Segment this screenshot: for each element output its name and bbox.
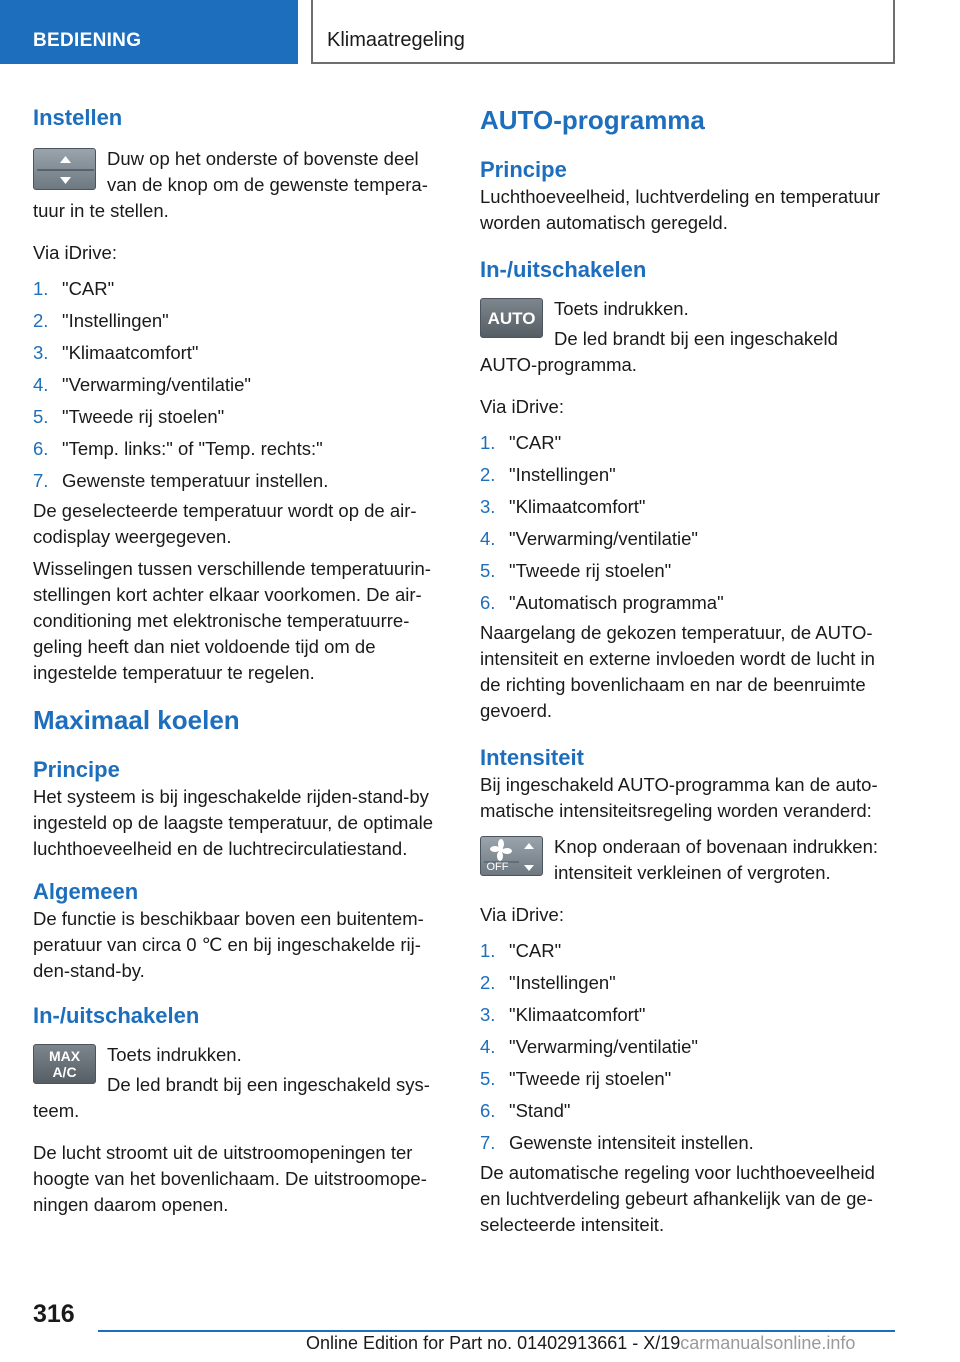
algemeen-heading: Algemeen xyxy=(33,879,139,904)
principe-heading: Principe xyxy=(33,757,120,782)
list-item: 1. "CAR" xyxy=(33,278,115,299)
intensiteit-heading: Intensiteit xyxy=(480,745,584,770)
via-idrive-label: Via iDrive: xyxy=(480,396,564,417)
temperature-rocker-icon xyxy=(33,148,96,190)
paragraph: De lucht stroomt uit de uitstroomopeningen ter hoogte van het bovenlichaam. De uitstroomope-ningen daarom openen. xyxy=(33,1142,427,1215)
via-idrive-label: Via iDrive: xyxy=(480,904,564,925)
auto-steps xyxy=(480,430,898,616)
list-item: 5. "Tweede rij stoelen" xyxy=(33,406,225,427)
in-uitschakelen-heading: In-/uitschakelen xyxy=(33,1003,200,1028)
list-item: 7. Gewenste temperatuur instellen. xyxy=(33,470,329,491)
chapter-title: Klimaatregeling xyxy=(327,29,465,51)
page-number: 316 xyxy=(33,1300,75,1328)
list-item: 6. "Stand" xyxy=(480,1100,571,1121)
list-item: 7. Gewenste intensiteit instellen. xyxy=(480,1132,754,1153)
list-item: 2. "Instellingen" xyxy=(480,464,616,485)
list-item: 2. "Instellingen" xyxy=(33,310,169,331)
section-tab xyxy=(0,0,298,64)
paragraph: De led brandt bij een ingeschakeld xyxy=(554,328,838,349)
list-item: 3. "Klimaatcomfort" xyxy=(33,342,199,363)
temp-button-instruction: Duw op het onderste of bovenste deel van de knop om de gewenste tempera- xyxy=(107,148,428,195)
principe-heading: Principe xyxy=(480,157,567,182)
list-item: 5. "Tweede rij stoelen" xyxy=(480,560,672,581)
paragraph: De geselecteerde temperatuur wordt op de air-codisplay weergegeven. xyxy=(33,500,417,547)
in-uitschakelen-heading: In-/uitschakelen xyxy=(480,257,647,282)
right-column xyxy=(480,100,898,1238)
paragraph: Wisselingen tussen verschillende temperatuurin-stellingen kort achter elkaar voorkomen. De air-conditioning met elektronische temperatuurre-geling heeft dan niet voldoende tijd om de ingestelde temperatuur te regelen. xyxy=(33,558,431,683)
paragraph: De led brandt bij een ingeschakeld sys- xyxy=(107,1074,430,1095)
temp-button-row xyxy=(33,146,448,198)
list-item: 2. "Instellingen" xyxy=(480,972,616,993)
paragraph: Toets indrukken. xyxy=(107,1044,242,1065)
paragraph: AUTO-programma. xyxy=(480,354,637,375)
maximaal-koelen-heading: Maximaal koelen xyxy=(33,705,240,735)
paragraph: Naargelang de gekozen temperatuur, de AUTO-intensiteit en externe invloeden wordt de lucht in de richting bovenlichaam en nar de beenruimte gevoerd. xyxy=(480,622,875,721)
paragraph: Bij ingeschakeld AUTO-programma kan de auto-matische intensiteitsregeling worden veranderd: xyxy=(480,774,878,821)
fan-rocker-icon: OFF xyxy=(480,836,543,876)
paragraph: Het systeem is bij ingeschakelde rijden-stand-by ingesteld op de laagste temperatuur, de optimale luchthoeveelheid en de luchtrecirculatiestand. xyxy=(33,786,434,859)
list-item: 6. "Temp. links:" of "Temp. rechts:" xyxy=(33,438,323,459)
list-item: 3. "Klimaatcomfort" xyxy=(480,1004,646,1025)
intensiteit-steps xyxy=(480,938,898,1156)
paragraph: Knop onderaan of bovenaan indrukken: intensiteit verkleinen of vergroten. xyxy=(554,836,879,883)
chapter-header xyxy=(311,0,895,64)
list-item: 4. "Verwarming/ventilatie" xyxy=(480,1036,698,1057)
left-column xyxy=(33,100,448,1218)
instellen-steps xyxy=(33,276,448,494)
via-idrive-label: Via iDrive: xyxy=(33,242,117,263)
intensity-button-row xyxy=(480,834,898,886)
list-item: 5. "Tweede rij stoelen" xyxy=(480,1068,672,1089)
fan-icon xyxy=(490,839,512,861)
instellen-heading: Instellen xyxy=(33,105,123,130)
list-item: 3. "Klimaatcomfort" xyxy=(480,496,646,517)
auto-button-icon: AUTO xyxy=(480,298,543,338)
auto-programma-heading: AUTO-programma xyxy=(480,105,705,135)
list-item: 4. "Verwarming/ventilatie" xyxy=(480,528,698,549)
footer-divider xyxy=(98,1330,895,1332)
max-ac-button-row xyxy=(33,1042,448,1098)
temp-button-instruction-cont: tuur in te stellen. xyxy=(33,200,169,221)
section-label: BEDIENING xyxy=(33,30,142,51)
paragraph: Toets indrukken. xyxy=(554,298,689,319)
max-ac-button-icon: MAX A/C xyxy=(33,1044,96,1084)
list-item: 1. "CAR" xyxy=(480,940,562,961)
paragraph: De automatische regeling voor luchthoeveelheid en luchtverdeling gebeurt afhankelijk van de ge-selecteerde intensiteit. xyxy=(480,1162,875,1235)
list-item: 1. "CAR" xyxy=(480,432,562,453)
list-item: 6. "Automatisch programma" xyxy=(480,592,724,613)
watermark: carmanualsonline.info xyxy=(680,1333,856,1353)
list-item: 4. "Verwarming/ventilatie" xyxy=(33,374,251,395)
paragraph: Luchthoeveelheid, luchtverdeling en temperatuur worden automatisch geregeld. xyxy=(480,186,881,233)
edition-text: Online Edition for Part no. 01402913661 - X/19 xyxy=(306,1333,681,1353)
footer-edition xyxy=(306,1333,855,1354)
auto-button-row xyxy=(480,296,898,352)
paragraph: teem. xyxy=(33,1100,80,1121)
paragraph: De functie is beschikbaar boven een buitentem-peratuur van circa 0 ℃ en bij ingeschakelde rij-den-stand-by. xyxy=(33,908,424,981)
